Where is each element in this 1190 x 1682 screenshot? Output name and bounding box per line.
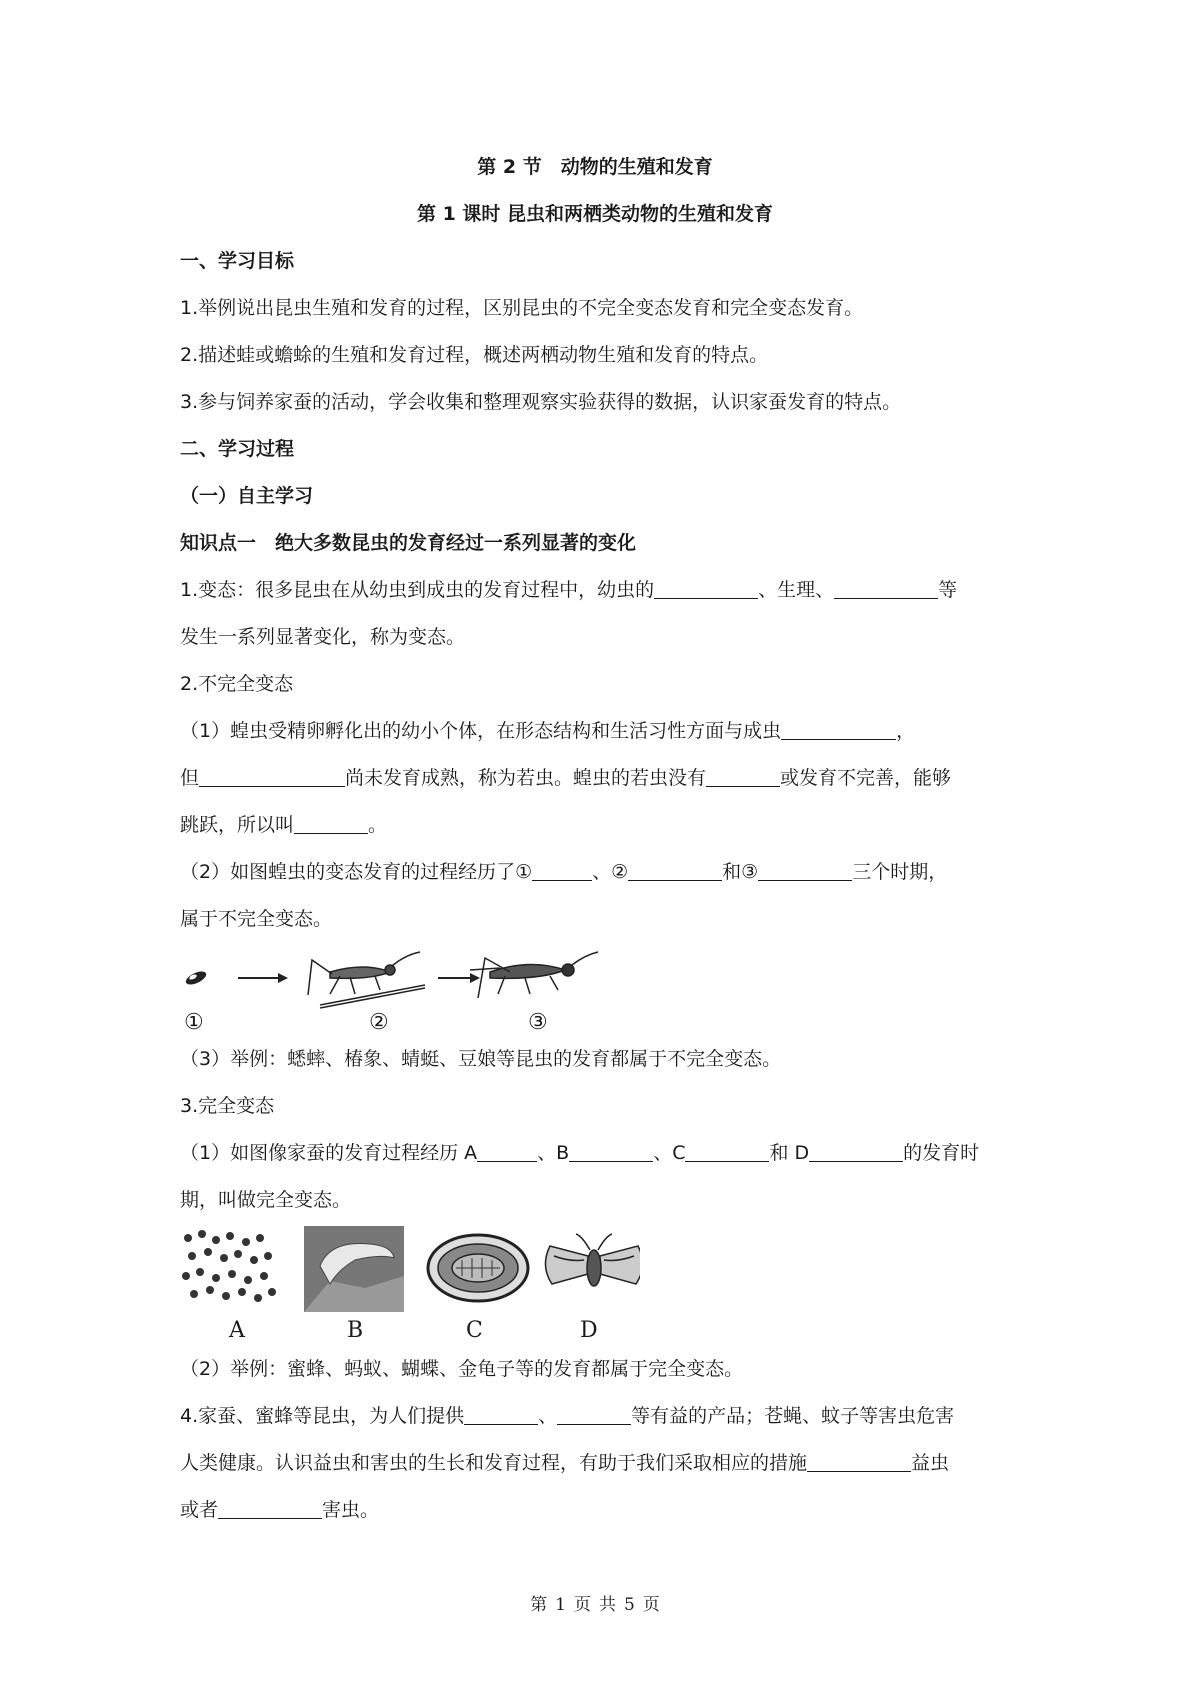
question-3-2: （2）举例：蜜蜂、蚂蚁、蝴蝶、金龟子等的发育都属于完全变态。 [180,1358,744,1380]
question-4-line-2: 人类健康。认识益虫和害虫的生长和发育过程，有助于我们采取相应的措施 益虫 [180,1452,950,1474]
silkworm-label-c: C [466,1318,483,1343]
question-1-line-1: 1.变态：很多昆虫在从幼虫到成虫的发育过程中，幼虫的 、生理、 等 [180,579,958,601]
blank-stage-c[interactable] [685,1141,769,1162]
blank-stage-b[interactable] [569,1141,653,1162]
blank-name[interactable] [294,813,368,834]
arrow-icon [438,973,480,983]
blank-stage-1[interactable] [532,860,592,881]
page-number: 1 [555,1595,566,1615]
locust-label-1: ① [184,1010,204,1035]
section-title: 第 2 节 动物的生殖和发育 [477,156,713,178]
question-2-1-line-3: 跳跃，所以叫 。 [180,814,388,836]
blank-stage-d[interactable] [809,1141,903,1162]
blank-form[interactable] [654,578,758,599]
egg-icon [184,969,208,987]
nymph-locust-icon [308,952,425,1008]
blank-wings[interactable] [706,766,780,787]
locust-label-2: ② [369,1010,389,1035]
blank-control[interactable] [218,1498,322,1519]
objective-2: 2.描述蛙或蟾蜍的生殖和发育过程，概述两栖动物生殖和发育的特点。 [180,344,769,366]
question-4-line-3: 或者 害虫。 [180,1499,380,1521]
locust-label-3: ③ [528,1010,548,1035]
question-2-heading: 2.不完全变态 [180,673,294,695]
silkworm-label-a: A [229,1318,245,1343]
question-1-line-2: 发生一系列显著变化，称为变态。 [180,626,466,648]
question-2-2-line-1: （2）如图蝗虫的变态发育的过程经历了① 、② 和③ 三个时期， [180,861,948,883]
lesson-title: 第 1 课时 昆虫和两栖类动物的生殖和发育 [416,203,774,225]
question-2-1-line-2: 但 尚未发育成熟，称为若虫。蝗虫的若虫没有 或发育不完善，能够 [180,767,952,789]
larva-icon [304,1226,404,1312]
question-3-1-line-1: （1）如图像家蚕的发育过程经历 A 、B 、C 和 D 的发育时 [180,1142,980,1164]
objective-1: 1.举例说出昆虫生殖和发育的过程，区别昆虫的不完全变态发育和完全变态发育。 [180,297,864,319]
blank-stage-a[interactable] [477,1141,537,1162]
question-3-1-line-2: 期，叫做完全变态。 [180,1189,352,1211]
arrow-icon [238,973,288,983]
silkworm-development-figure [180,1226,640,1314]
heading-process: 二、学习过程 [180,438,295,460]
blank-organ[interactable] [199,766,345,787]
knowledge-point-1: 知识点一 绝大多数昆虫的发育经过一系列显著的变化 [180,532,637,554]
blank-stage-3[interactable] [758,860,852,881]
moth-icon [545,1234,640,1286]
question-2-2-line-2: 属于不完全变态。 [180,908,333,930]
blank-product-2[interactable] [557,1404,631,1425]
question-4-line-1: 4.家蚕、蜜蜂等昆虫，为人们提供 、 等有益的产品；苍蝇、蚊子等害虫危害 [180,1405,955,1427]
blank-similarity[interactable] [781,719,896,740]
page-total: 5 [624,1595,635,1615]
blank-behavior[interactable] [834,578,938,599]
question-2-1-line-1: （1）蝗虫受精卵孵化出的幼小个体，在形态结构和生活习性方面与成虫 ， [180,720,916,742]
objective-3: 3.参与饲养家蚕的活动，学会收集和整理观察实验获得的数据，认识家蚕发育的特点。 [180,391,902,413]
blank-product-1[interactable] [464,1404,538,1425]
silkworm-label-b: B [347,1318,364,1343]
blank-protect[interactable] [807,1451,911,1472]
locust-development-figure [180,950,600,1010]
question-2-3: （3）举例：蟋蟀、椿象、蜻蜓、豆娘等昆虫的发育都属于不完全变态。 [180,1048,782,1070]
eggs-icon [182,1230,276,1302]
blank-stage-2[interactable] [628,860,722,881]
heading-self-study: （一）自主学习 [180,485,314,507]
pupa-icon [428,1235,528,1301]
heading-objectives: 一、学习目标 [180,250,295,272]
silkworm-label-d: D [580,1318,598,1343]
page-footer: 第 1 页 共 5 页 [530,1595,660,1615]
adult-locust-icon [470,952,598,998]
question-3-heading: 3.完全变态 [180,1095,275,1117]
